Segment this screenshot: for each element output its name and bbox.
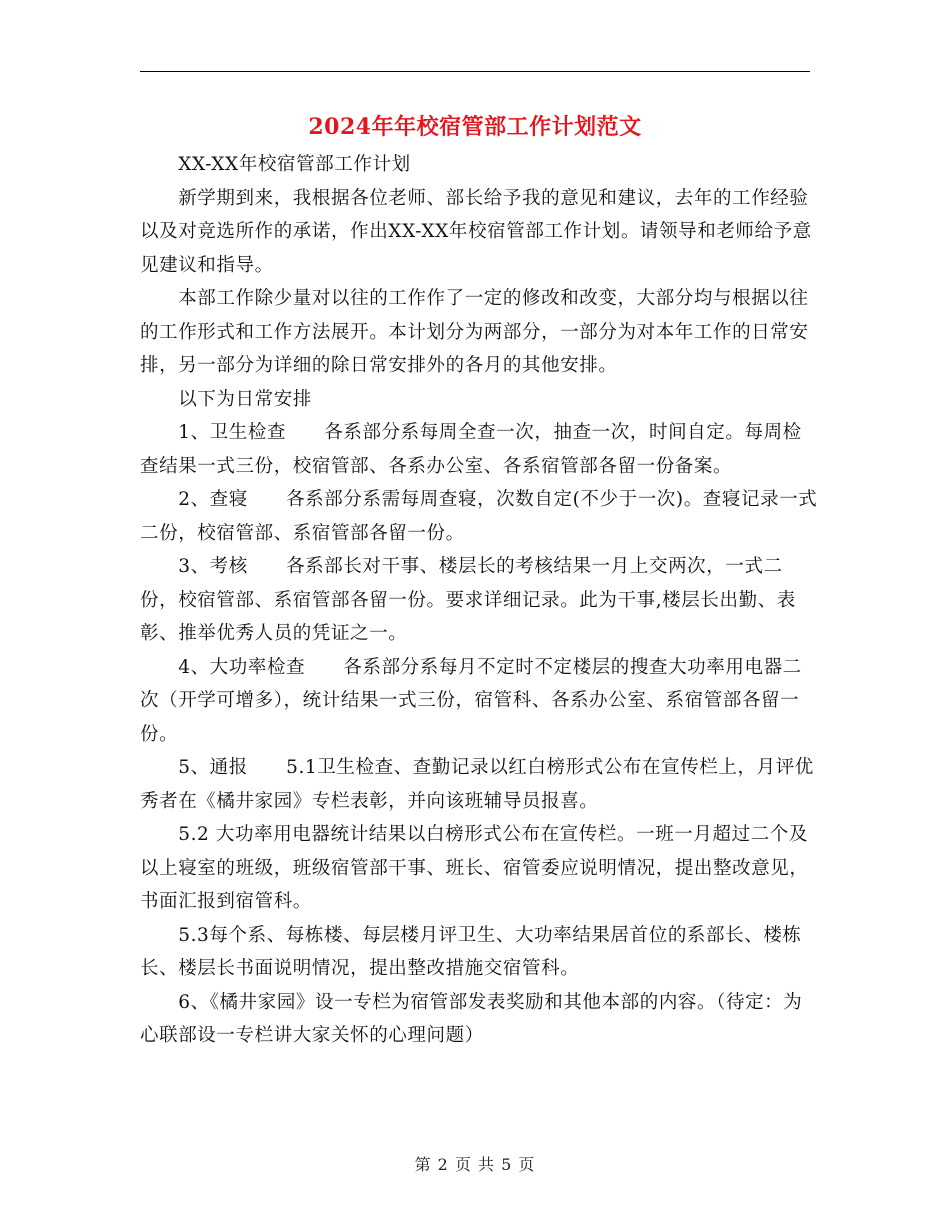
header-rule: [140, 71, 810, 72]
page-number: 第 2 页 共 5 页: [414, 1155, 536, 1174]
paragraph-plan-heading: XX-XX年校宿管部工作计划: [140, 154, 411, 175]
document-body: [140, 148, 820, 1053]
paragraph-item-dorm-check: 2、查寝 各系部分系需每周查寝，次数自定(不少于一次)。查寝记录一式二份，校宿管部、系宿管部各留一份。: [140, 489, 818, 544]
paragraph-item-notice-5-2: 5.2 大功率用电器统计结果以白榜形式公布在宣传栏。一班一月超过二个及以上寝室的班级，班级宿管部干事、班长、宿管委应说明情况，提出整改意见，书面汇报到宿管科。: [140, 824, 809, 912]
paragraph-item-high-power: 4、大功率检查 各系部分系每月不定时不定楼层的搜查大功率用电器二次（开学可增多），统计结果一式三份，宿管科、各系办公室、系宿管部各留一份。: [140, 656, 802, 745]
paragraph-item-column: 6、《橘井家园》设一专栏为宿管部发表奖励和其他本部的内容。（待定：为心联部设一专栏讲大家关怀的心理问题）: [140, 991, 803, 1046]
paragraph-daily-heading: 以下为日常安排: [140, 388, 312, 410]
document-title: 2024年年校宿管部工作计划范文: [308, 114, 642, 140]
paragraph-item-assessment: 3、考核 各系部长对干事、楼层长的考核结果一月上交两次，一式二份，校宿管部、系宿管部各留一份。要求详细记录。此为干事,楼层长出勤、表彰、推举优秀人员的凭证之一。: [140, 556, 796, 644]
paragraph-item-hygiene: 1、卫生检查 各系部分系每周全查一次，抽查一次，时间自定。每周检查结果一式三份，校宿管部、各系办公室、各系宿管部各留一份备案。: [140, 422, 802, 477]
paragraph-intro: 新学期到来，我根据各位老师、部长给予我的意见和建议，去年的工作经验以及对竞选所作的承诺，作出XX-XX年校宿管部工作计划。请领导和老师给予意见建议和指导。: [140, 187, 812, 276]
paragraph-overview: 本部工作除少量对以往的工作作了一定的修改和改变，大部分均与根据以往的工作形式和工作方法展开。本计划分为两部分，一部分为对本年工作的日常安排，另一部分为详细的除日常安排外的各月的其他安排。: [140, 288, 809, 376]
paragraph-item-notice: 5、通报 5.1卫生检查、查勤记录以红白榜形式公布在宣传栏上，月评优秀者在《橘井家园》专栏表彰，并向该班辅导员报喜。: [140, 757, 814, 812]
paragraph-item-notice-5-3: 5.3每个系、每栋楼、每层楼月评卫生、大功率结果居首位的系部长、楼栋长、楼层长书面说明情况，提出整改措施交宿管科。: [140, 924, 802, 979]
